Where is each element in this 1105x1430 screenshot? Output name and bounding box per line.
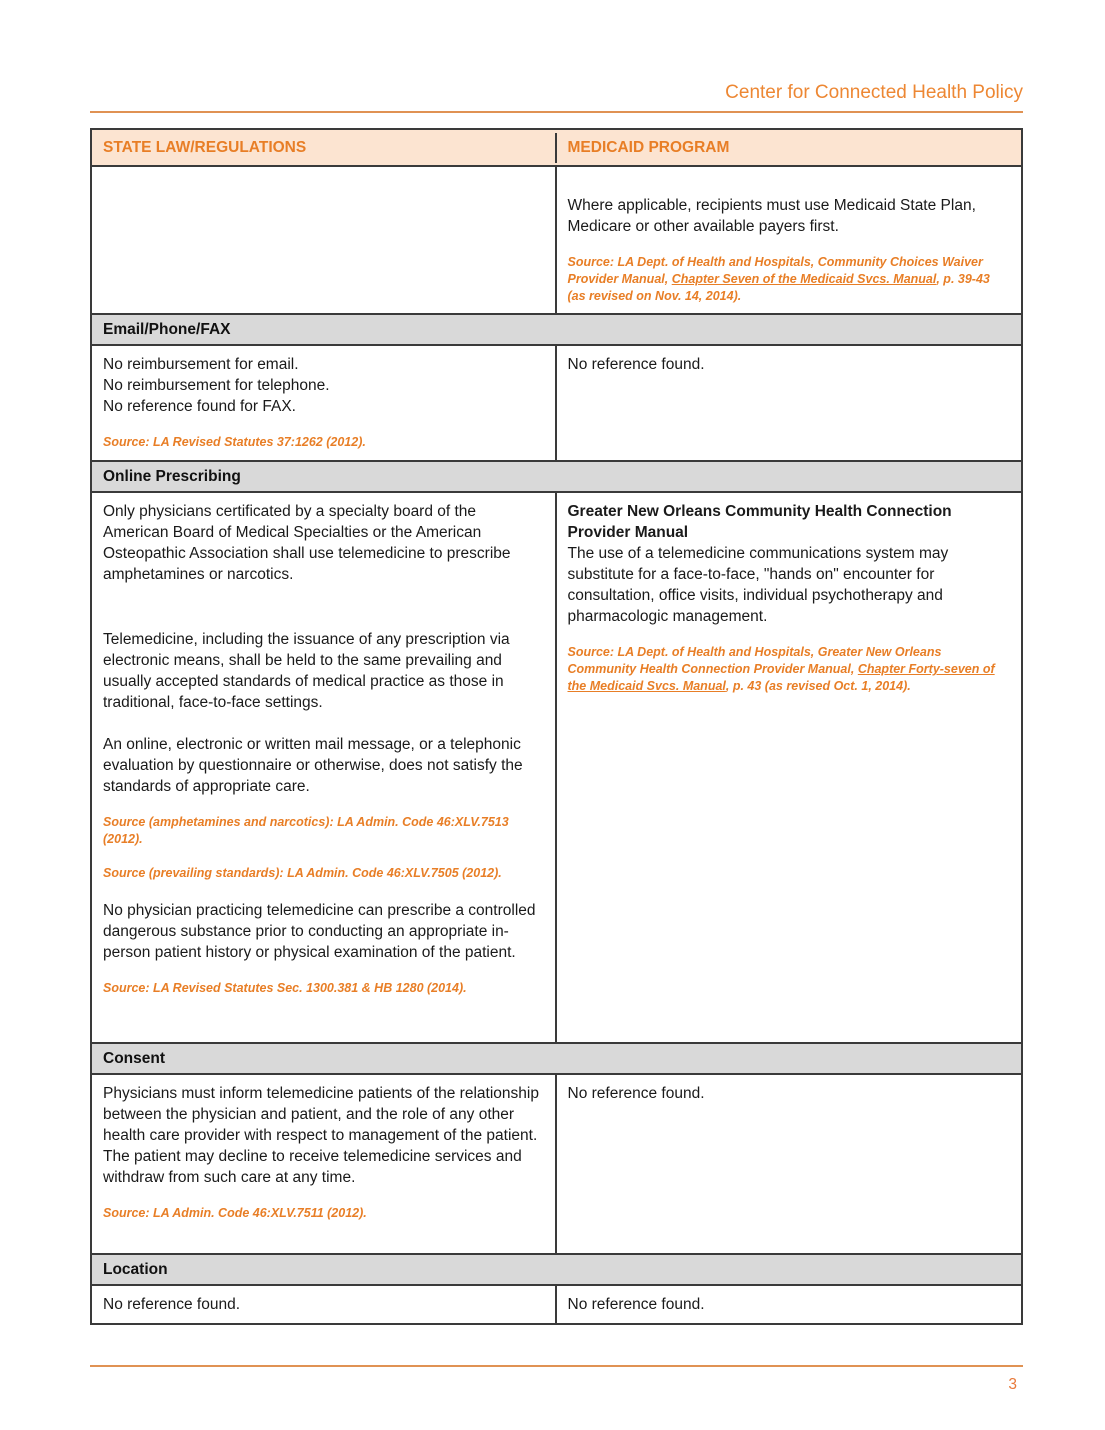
body-text: No reference found. [103, 1296, 241, 1313]
source-citation [568, 644, 1011, 695]
header-rule [90, 111, 1023, 113]
cell-state-location [92, 1286, 557, 1323]
table-row-email-phone-fax [92, 344, 1021, 460]
section-header-location: Location [92, 1253, 1021, 1284]
law-comparison-table [90, 128, 1023, 1325]
source-text: Source: LA Dept. of Health and Hospitals, Community Choices Waiver Provider Manual, [567, 255, 983, 286]
cell-state-consent [92, 1075, 557, 1253]
body-text: No physician practicing telemedicine can prescribe a controlled dangerous substance prior to conducting an appropriate in-person patient history or physical examination of the patient. [103, 902, 536, 961]
body-text: Telemedicine, including the issuance of any prescription via electronic means, shall be held to the same prevailing and usually accepted standards of medical practice as those in traditional, face-to-face settings. [103, 631, 510, 711]
body-text: No reference found. [567, 1296, 705, 1313]
cell-state-email [92, 346, 557, 460]
section-header-email-phone-fax: Email/Phone/FAX [92, 313, 1021, 344]
source-citation: Source: LA Admin. Code 46:XLV.7511 (2012). [103, 1206, 367, 1220]
table-row-intro [92, 165, 1021, 313]
document-footer [90, 1365, 1023, 1395]
page-title: Center for Connected Health Policy [725, 82, 1023, 103]
column-header-state-law: STATE LAW/REGULATIONS [92, 133, 557, 163]
source-link[interactable]: Chapter Forty-seven of the Medicaid Svcs. Manual [567, 662, 995, 693]
table-row-location [92, 1284, 1021, 1323]
table-row-consent [92, 1073, 1021, 1253]
body-text: Where applicable, recipients must use Medicaid State Plan, Medicare or other available payers first. [567, 197, 976, 235]
source-citation [568, 254, 1011, 305]
cell-medicaid-location [557, 1286, 1022, 1323]
cell-medicaid-consent [557, 1075, 1022, 1253]
body-text: No reference found. [567, 1085, 705, 1102]
section-header-online-prescribing: Online Prescribing [92, 460, 1021, 491]
body-text: Only physicians certificated by a specialty board of the American Board of Medical Specialties or the American Osteopathic Association shall use telemedicine to prescribe amphetamines or narcotics. [103, 503, 511, 583]
cell-state-online-prescribing [92, 493, 557, 1042]
body-text: No reference found for FAX. [103, 398, 296, 415]
body-text: The use of a telemedicine communications system may substitute for a face-to-face, "hands on" encounter for consultation, office visits, individual psychotherapy and pharmacologic management. [567, 545, 949, 625]
column-header-medicaid: MEDICAID PROGRAM [567, 138, 730, 156]
cell-medicaid-intro [557, 167, 1022, 313]
body-text: No reimbursement for email. [103, 356, 299, 373]
page-number: 3 [1008, 1376, 1017, 1393]
section-header-consent: Consent [92, 1042, 1021, 1073]
source-text: , p. 43 (as revised Oct. 1, 2014). [725, 679, 911, 693]
source-citation: Source (amphetamines and narcotics): LA Admin. Code 46:XLV.7513 (2012). [103, 815, 509, 846]
source-link[interactable]: Chapter Seven of the Medicaid Svcs. Manual [671, 272, 937, 286]
body-text: No reference found. [567, 356, 705, 373]
table-header-row [92, 130, 1021, 165]
cell-state-intro [92, 167, 557, 313]
body-text: An online, electronic or written mail message, or a telephonic evaluation by questionnaire or otherwise, does not satisfy the standards of appropriate care. [103, 736, 523, 795]
source-citation: Source (prevailing standards): LA Admin. Code 46:XLV.7505 (2012). [103, 866, 502, 880]
source-citation: Source: LA Revised Statutes 37:1262 (2012). [103, 435, 366, 449]
table-row-online-prescribing [92, 491, 1021, 1042]
footer-rule [90, 1365, 1023, 1367]
cell-medicaid-online-prescribing [557, 493, 1022, 1042]
body-text: No reimbursement for telephone. [103, 377, 330, 394]
source-text: Source: LA Dept. of Health and Hospitals, Greater New Orleans Community Health Connection Provider Manual, [567, 645, 942, 676]
cell-medicaid-email [557, 346, 1022, 460]
body-text: Physicians must inform telemedicine patients of the relationship between the physician and patient, and the role of any other health care provider with respect to management of the patient. The patient may decline to receive telemedicine services and withdraw from such care at any time. [103, 1085, 539, 1186]
document-header [90, 0, 1023, 113]
source-citation: Source: LA Revised Statutes Sec. 1300.381 & HB 1280 (2014). [103, 981, 467, 995]
source-text: , p. 39-43 (as revised on Nov. 14, 2014). [567, 272, 990, 303]
manual-heading: Greater New Orleans Community Health Connection Provider Manual [567, 503, 952, 541]
